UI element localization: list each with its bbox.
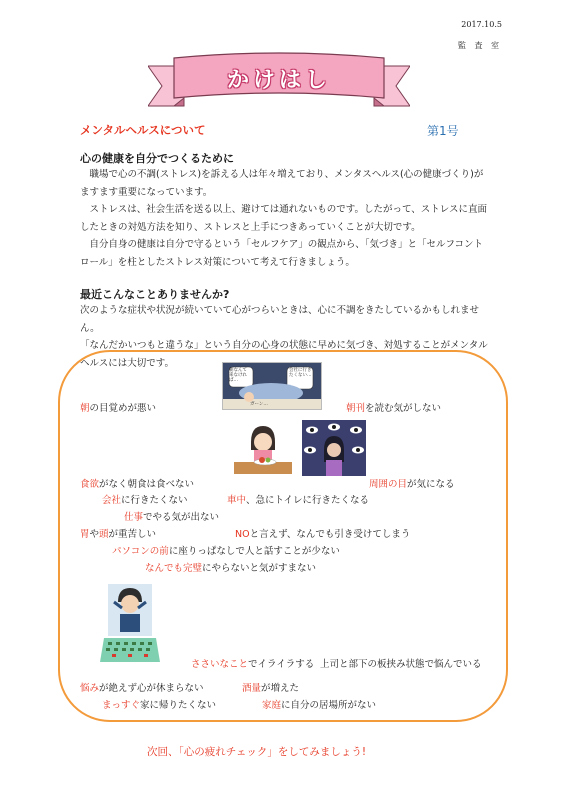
- section1-body: [80, 166, 490, 271]
- symptom-item: 周囲の目が気になる: [369, 479, 455, 490]
- section2-line: 「なんだかいつもと違うな」という自分の心身の状態に早めに気づき、対処することがメンタルヘルスには大切です。: [80, 340, 488, 369]
- symptom-item: なんでも完璧にやらないと気がすまない: [145, 563, 317, 574]
- subtitle: メンタルヘルスについて: [80, 123, 206, 137]
- symptom-item: 朝の目覚めが悪い: [80, 403, 157, 414]
- speech-left: 朝なんて来なければ…: [229, 368, 247, 383]
- stressed-pc-illustration: [100, 582, 160, 662]
- symptom-item: 上司と部下の板挟み状態で悩んでいる: [320, 659, 482, 670]
- no-appetite-illustration: [234, 420, 292, 474]
- symptom-item: まっすぐ家に帰りたくない: [102, 700, 217, 711]
- symptom-item: 悩みが絶えず心が休まらない: [80, 683, 204, 694]
- symptom-item: 車中、急にトイレに行きたくなる: [227, 495, 370, 506]
- section2-line: 次のような症状や状況が続いていて心がつらいときは、心に不調をきたしているかもしれません。: [80, 305, 480, 334]
- speech-bottom: ガーン…: [250, 402, 268, 407]
- symptom-item: パソコンの前に座りっぱなしで人と話すことが少ない: [112, 546, 340, 557]
- symptom-item: 仕事でやる気が出ない: [124, 512, 220, 523]
- symptom-item: 家庭に自分の居場所がない: [262, 700, 377, 711]
- symptom-item: 食欲がなく朝食は食べない: [80, 479, 195, 490]
- section1-heading: 心の健康を自分でつくるために: [80, 152, 234, 165]
- department: 監 査 室: [457, 41, 502, 50]
- title-banner: [148, 46, 410, 118]
- issue-number: 第1号: [427, 124, 459, 138]
- symptom-item: ささいなことでイライラする: [191, 659, 315, 670]
- section1-paragraph: ストレスは、社会生活を送る以上、避けては通れないものです。したがって、ストレスに直面したときの対処方法を知り、ストレスと上手につきあっていくことが大切です。: [80, 204, 487, 233]
- section1-paragraph: 職場で心の不調(ストレス)を訴える人は年々増えており、メンタスヘルス(心の健康づくり)がますます重要になっています。: [80, 169, 484, 198]
- banner-title: かけはし: [226, 68, 331, 93]
- symptom-item: 酒量が増えた: [242, 683, 300, 694]
- section2-heading: 最近こんなことありませんか?: [80, 288, 230, 301]
- eyes-illustration: [302, 420, 366, 476]
- section1-paragraph: 自分自身の健康は自分で守るという「セルフケア」の観点から、「気づき」と「セルフコントロール」を柱としたストレス対策について考えて行きましょう。: [80, 239, 483, 268]
- next-issue-note: 次回、「心の疲れチェック」をしてみましょう!: [147, 746, 367, 758]
- symptom-item: 胃や頭が重苦しい: [80, 529, 157, 540]
- symptom-item: NOと言えず、なんでも引き受けてしまう: [235, 529, 411, 540]
- speech-right: 会社に行きたくない…: [289, 368, 312, 378]
- symptom-item: 朝刊を読む気がしない: [346, 403, 442, 414]
- symptom-item: 会社に行きたくない: [102, 495, 188, 506]
- date: 2017.10.5: [461, 20, 502, 29]
